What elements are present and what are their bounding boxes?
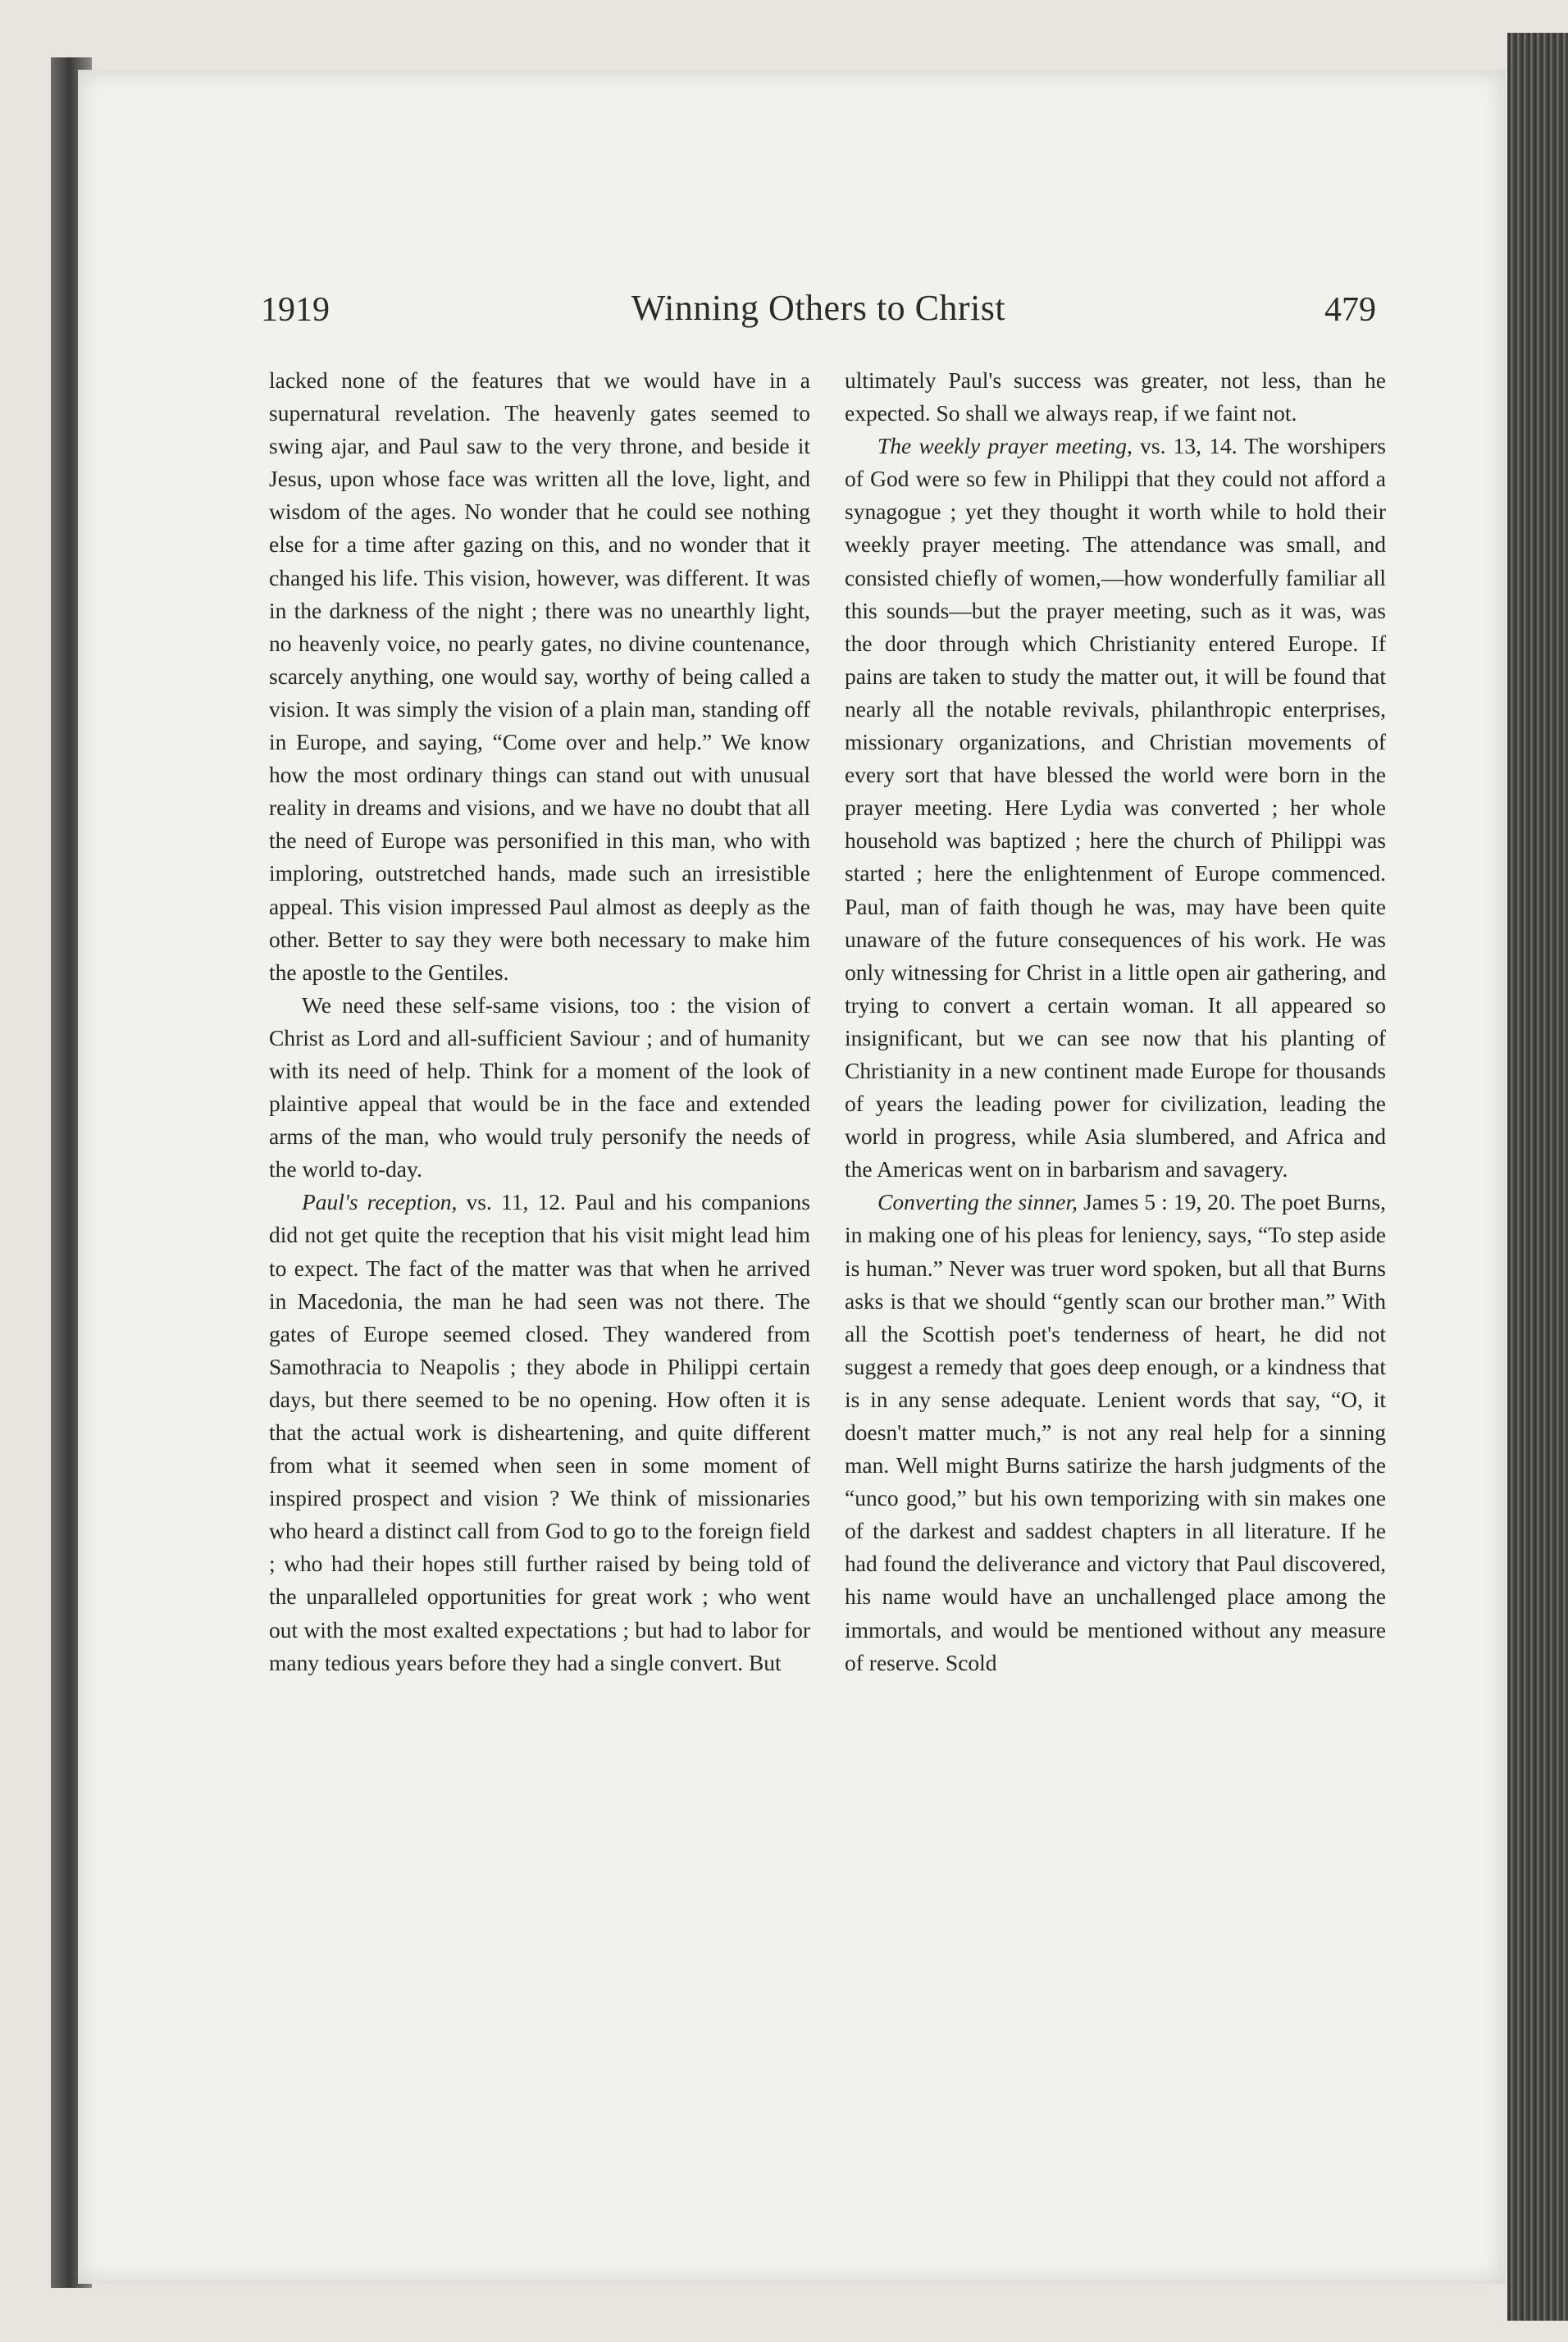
- right-column: [845, 364, 1386, 1679]
- paragraph: [269, 1186, 810, 1679]
- left-column: [269, 364, 810, 1679]
- paragraph: lacked none of the features that we would have in a supernatural revelation. The heavenly gates seemed to swing ajar, and Paul saw to the very throne, and beside it Jesus, upon whose face was written all the love, light, and wisdom of the ages. No wonder that he could see nothing else for a time after gazing on this, and no wonder that it changed his life. This vision, however, was different. It was in the darkness of the night ; there was no unearthly light, no heavenly voice, no pearly gates, no divine countenance, scarcely anything, one would say, worthy of being called a vision. It was simply the vision of a plain man, standing off in Europe, and saying, “Come over and help.” We know how the most ordinary things can stand out with unusual reality in dreams and visions, and we have no doubt that all the need of Europe was personified in this man, who with imploring, outstretched hands, made such an irresistible appeal. This vision impressed Paul almost as deeply as the other. Better to say they were both necessary to make him the apostle to the Gentiles.: [269, 367, 810, 985]
- running-header: [261, 287, 1376, 336]
- section-heading: Converting the sinner,: [877, 1189, 1078, 1215]
- paragraph: ultimately Paul's success was greater, not less, than he expected. So shall we always reap, if we faint not.: [845, 367, 1386, 426]
- section-heading: The weekly prayer meeting,: [877, 433, 1133, 459]
- paragraph-body: vs. 11, 12. Paul and his companions did not get quite the reception that his visit might lead him to expect. The fact of the matter was that when he arrived in Macedonia, the man he had seen was not there. The gates of Europe seemed closed. They wandered from Samothracia to Neapolis ; they abode in Philippi certain days, but there seemed to be no opening. How often it is that the actual work is disheartening, and quite different from what it seemed when seen in some moment of inspired prospect and vision ? We think of missionaries who heard a distinct call from God to go to the foreign field ; who had their hopes still further raised by being told of the unparalleled opportunities for great work ; who went out with the most exalted expectations ; but had to labor for many tedious years before they had a single convert. But: [269, 1189, 810, 1675]
- paragraph-body: James 5 : 19, 20. The poet Burns, in making one of his pleas for leniency, says, “To step aside is human.” Never was truer word spoken, but all that Burns asks is that we should “gently scan our brother man.” With all the Scottish poet's tenderness of heart, he did not suggest a remedy that goes deep enough, or a kindness that is in any sense adequate. Lenient words that say, “O, it doesn't matter much,” is not any real help for a sinning man. Well might Burns satirize the harsh judgments of the “unco good,” but his own temporizing with sin makes one of the darkest and saddest chapters in all literature. If he had found the deliverance and victory that Paul discovered, his name would have an unchallenged place among the immortals, and would be mentioned without any measure of reserve. Scold: [845, 1189, 1386, 1675]
- paragraph: [845, 430, 1386, 1186]
- paragraph-body: vs. 13, 14. The worshipers of God were so few in Philippi that they could not afford a synagogue ; yet they thought it worth while to hold their weekly prayer meeting. The attendance was small, and consisted chiefly of women,—how wonderfully familiar all this sounds—but the prayer meeting, such as it was, was the door through which Christianity entered Europe. If pains are taken to study the matter out, it will be found that nearly all the notable revivals, philanthropic enterprises, missionary organizations, and Christian movements of every sort that have blessed the world were born in the prayer meeting. Here Lydia was converted ; her whole household was baptized ; here the church of Philippi was started ; here the enlightenment of Europe commenced. Paul, man of faith though he was, may have been quite unaware of the future consequences of his work. He was only witnessing for Christ in a little open air gathering, and trying to convert a certain woman. It all appeared so insignificant, but we can see now that his planting of Christianity in a new continent made Europe for thousands of years the leading power for civilization, leading the world in progress, while Asia slumbered, and Africa and the Americas went on in barbarism and savagery.: [845, 433, 1386, 1182]
- page-number: 479: [1324, 291, 1376, 329]
- page-edges: [1507, 33, 1568, 2321]
- section-heading: Paul's reception,: [302, 1189, 458, 1215]
- header-title: Winning Others to Christ: [631, 288, 1006, 328]
- paragraph: [845, 1186, 1386, 1679]
- paragraph: We need these self-same visions, too : the vision of Christ as Lord and all-sufficient Saviour ; and of humanity with its need of help. Think for a moment of the look of plaintive appeal that would be in the face and extended arms of the man, who would truly personify the needs of the world to-day.: [269, 991, 810, 1182]
- header-year: 1919: [261, 291, 330, 329]
